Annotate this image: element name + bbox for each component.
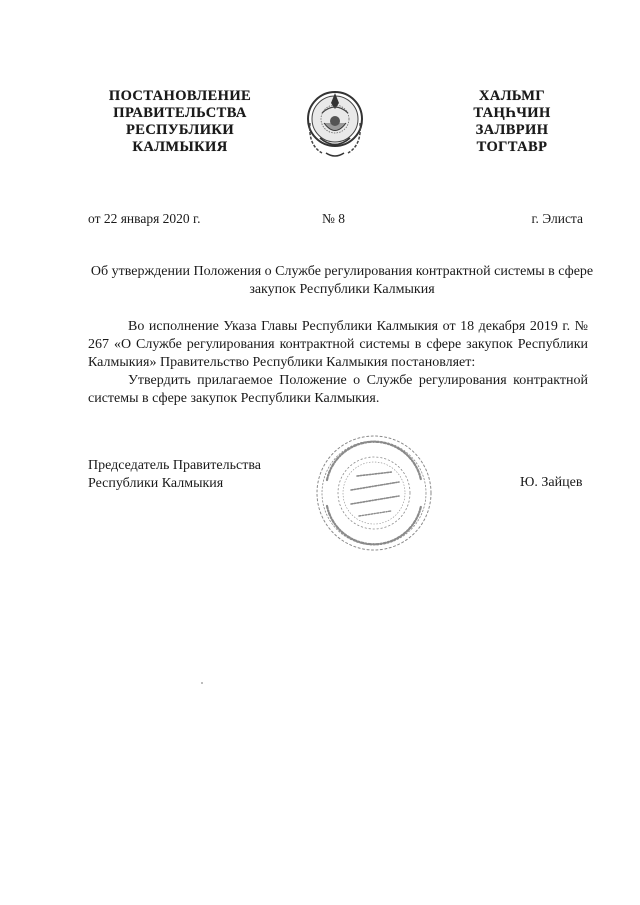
document-date: от 22 января 2020 г.	[88, 211, 201, 226]
header-left-line-3: РЕСПУБЛИКИ	[125, 122, 235, 138]
header-left-line-2: ПРАВИТЕЛЬСТВА	[113, 105, 247, 121]
document-city: г. Элиста	[531, 211, 583, 226]
round-seal-stamp-icon	[313, 432, 435, 554]
header-right-line-3: ЗАЛВРИН	[475, 122, 549, 138]
header-left-line-1: ПОСТАНОВЛЕНИЕ	[108, 88, 252, 104]
body-paragraph-1: Во исполнение Указа Главы Республики Калмыкия от 18 декабря 2019 г. № 267 «О Службе регулирования контрактной системы в сфере закупок Республики Калмыкия» Правительство Республики Калмыкия постановляет:	[88, 319, 588, 370]
header-title-russian	[92, 88, 268, 156]
header-right-line-2: ТАҢҺЧИН	[473, 105, 551, 121]
header-right-line-4: ТОГТАВР	[476, 139, 548, 155]
document-title: Об утверждении Положения о Службе регулирования контрактной системы в сфере закупок Республики Калмыкия	[90, 264, 594, 297]
signatory-position-line-1: Председатель Правительства	[88, 458, 261, 473]
signatory-name: Ю. Зайцев	[520, 475, 583, 490]
header-left-line-4: КАЛМЫКИЯ	[132, 139, 228, 155]
scan-speck	[201, 682, 203, 684]
document-number: № 8	[322, 211, 346, 226]
signatory-position-line-2: Республики Калмыкия	[88, 476, 224, 491]
signatory-position	[88, 457, 261, 493]
header-right-line-1: ХАЛЬМГ	[478, 88, 546, 104]
document-body	[88, 318, 588, 408]
header-title-kalmyk	[452, 88, 572, 156]
body-paragraph-2: Утвердить прилагаемое Положение о Службе регулирования контрактной системы в сфере закупок Республики Калмыкия.	[88, 373, 588, 406]
kalmykia-coat-of-arms-icon	[300, 83, 370, 163]
